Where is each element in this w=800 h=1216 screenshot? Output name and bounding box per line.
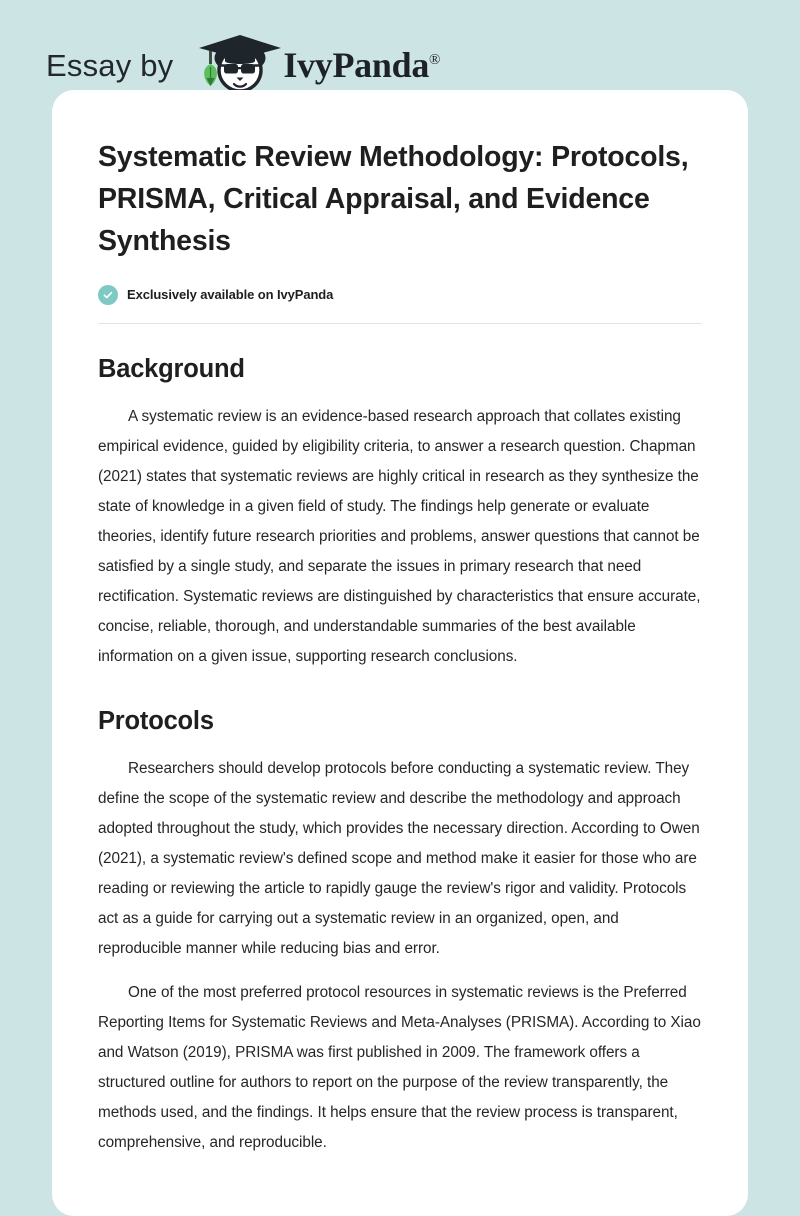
brand-header <box>0 0 800 90</box>
essay-card <box>52 90 748 1216</box>
panda-graduation-icon <box>191 34 287 96</box>
brand-name-text: IvyPanda <box>283 45 430 85</box>
section-heading-protocols: Protocols <box>98 706 214 735</box>
paragraph-background-1: A systematic review is an evidence-based research approach that collates existing empirical evidence, guided by eligibility criteria, to answer a research question. Chapman (2021) states that systematic reviews are highly critical in research as they synthesize the state of knowledge in a given field of study. The findings help generate or evaluate theories, identify future research priorities and problems, answer questions that cannot be satisfied by a single study, and separate the issues in primary research that need rectification. Systematic reviews are distinguished by characteristics that ensure accurate, concise, reliable, thorough, and understandable summaries of the best available information on a given issue, supporting research conclusions. <box>98 408 701 665</box>
check-circle-icon <box>98 285 118 305</box>
section-heading-background: Background <box>98 354 245 383</box>
ivypanda-logo[interactable] <box>191 34 440 96</box>
header-divider <box>98 323 702 324</box>
page-title: Systematic Review Methodology: Protocols, PRISMA, Critical Appraisal, and Evidence Synthesis <box>98 141 689 258</box>
exclusive-availability-label: Exclusively available on IvyPanda <box>127 287 334 303</box>
paragraph-protocols-2: One of the most preferred protocol resources in systematic reviews is the Preferred Reporting Items for Systematic Reviews and Meta-Analyses (PRISMA). According to Xiao and Watson (2019), PRISMA was first published in 2009. The framework offers a structured outline for authors to report on the purpose of the review transparently, the methods used, and the findings. It helps ensure that the review process is transparent, comprehensive, and reproducible. <box>98 984 701 1152</box>
paragraph-protocols-1: Researchers should develop protocols before conducting a systematic review. They define the scope of the systematic review and describe the methodology and approach adopted throughout the study, which provides the necessary direction. According to Owen (2021), a systematic review's defined scope and method make it easier for those who are reading or reviewing the article to rapidly gauge the review's rigor and validity. Protocols act as a guide for carrying out a systematic review in an organized, open, and reproducible manner while reducing bias and error. <box>98 760 700 958</box>
essay-card-content <box>76 136 724 1158</box>
registered-mark: ® <box>429 52 441 68</box>
brand-wordmark <box>283 47 440 83</box>
exclusive-availability-badge <box>98 285 702 305</box>
essay-by-label: Essay by <box>46 47 174 83</box>
